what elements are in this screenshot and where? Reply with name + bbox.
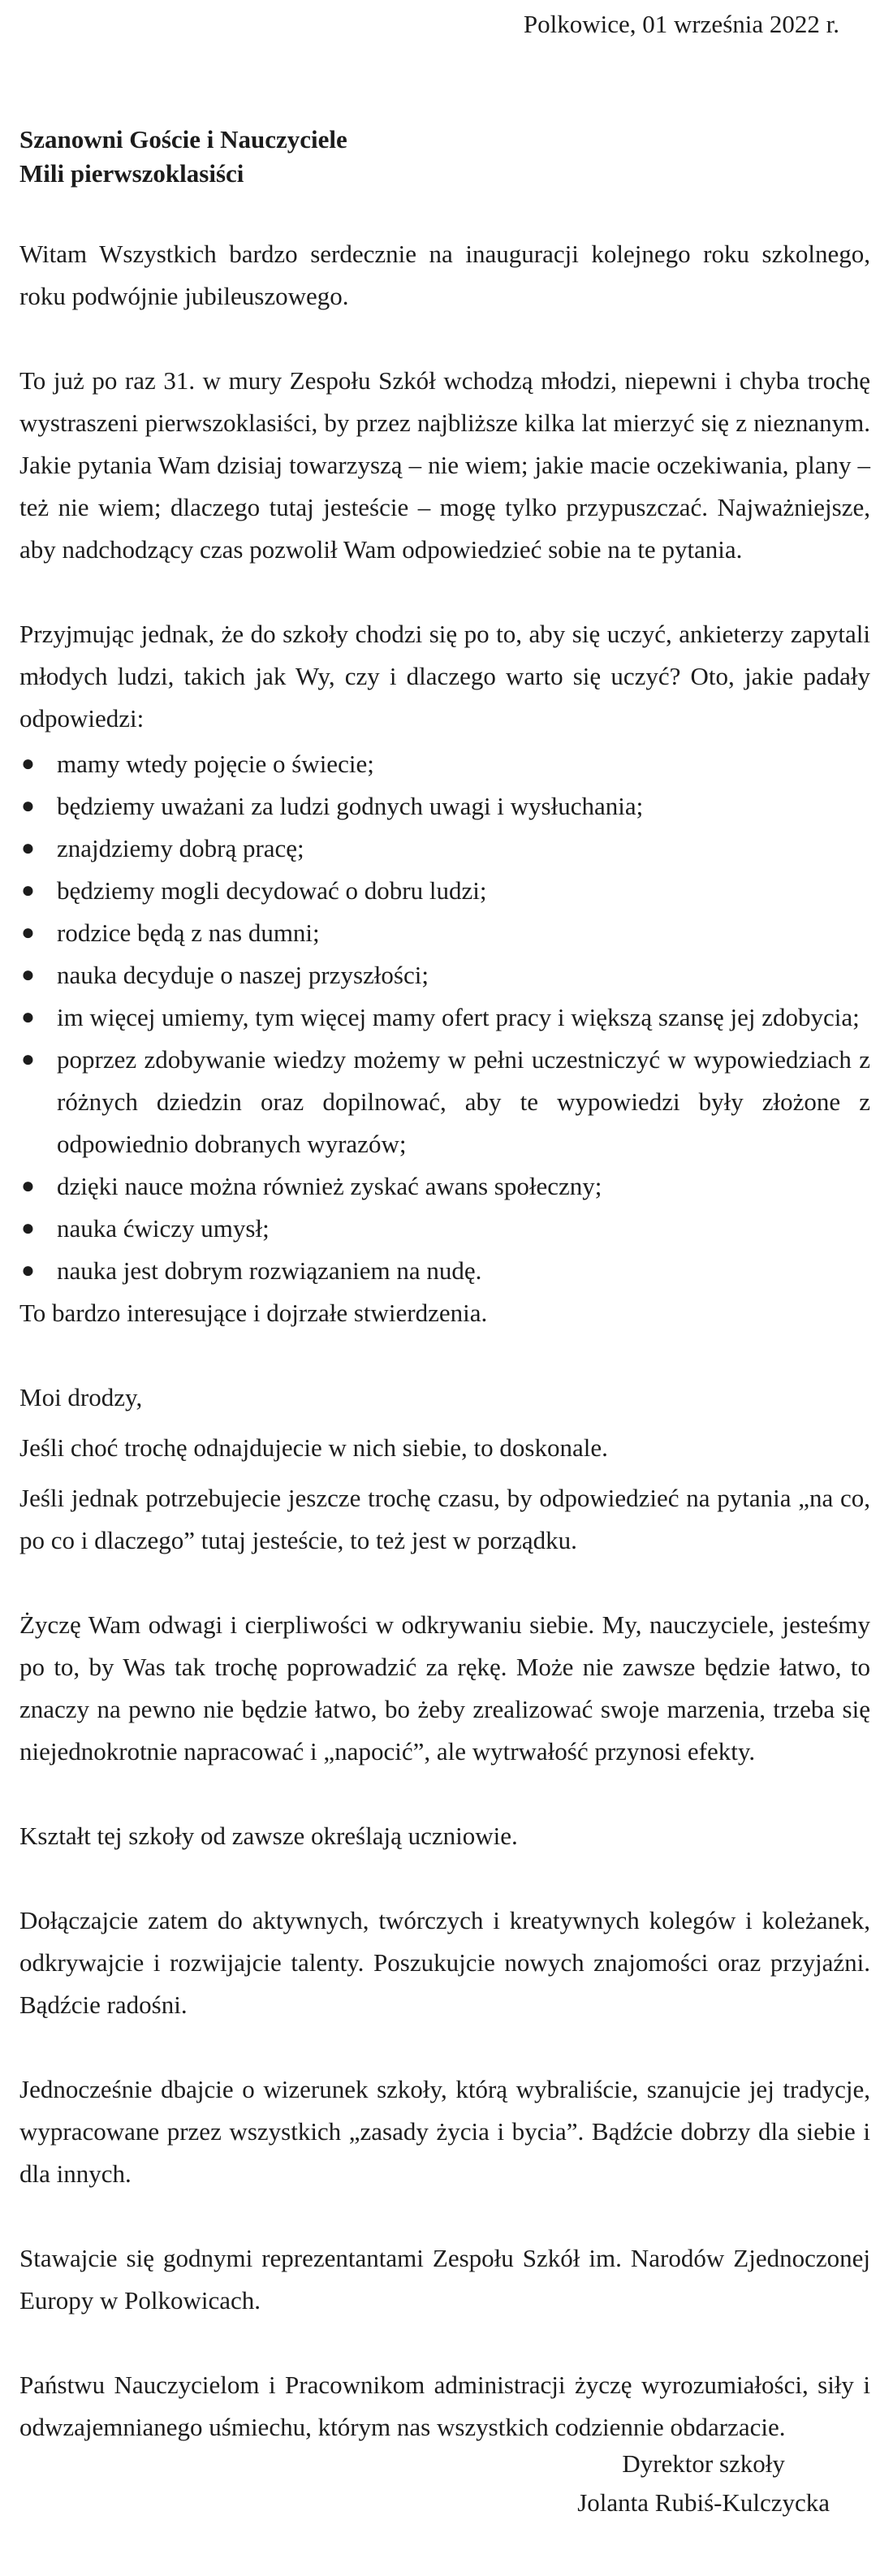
list-item-text: nauka ćwiczy umysł;: [57, 1214, 270, 1243]
bullet-icon: ●: [21, 1047, 35, 1072]
list-item-text: mamy wtedy pojęcie o świecie;: [57, 750, 374, 778]
list-item: [19, 1165, 870, 1208]
date-line: Polkowice, 01 września 2022 r.: [523, 10, 839, 38]
list-item: [19, 828, 870, 870]
salutation: [19, 123, 870, 191]
list-item-text: im więcej umiemy, tym więcej mamy ofert pracy i większą szansę jej zdobycia;: [57, 1003, 860, 1031]
list-item-text: rodzice będą z nas dumni;: [57, 918, 320, 947]
bullet-icon: ●: [21, 1258, 35, 1283]
bullet-icon: ●: [21, 793, 35, 819]
list-item-text: poprzez zdobywanie wiedzy możemy w pełni uczestniczyć w wypowiedziach z różnych dziedzin oraz dopilnować, aby te wypowiedzi były złożone z odpowiednio dobranych wyrazów;: [57, 1045, 870, 1158]
bullet-icon: ●: [21, 751, 35, 776]
signature-role: Dyrektor szkoły: [622, 2449, 785, 2478]
paragraph-staff-wishes: Państwu Nauczycielom i Pracownikom administracji życzę wyrozumiałości, siły i odwzajemnianego uśmiechu, którym nas wszystkich codziennie obdarzacie.: [19, 2371, 870, 2441]
list-item: [19, 912, 870, 954]
list-item-text: nauka jest dobrym rozwiązaniem na nudę.: [57, 1256, 482, 1285]
list-item-text: będziemy uważani za ludzi godnych uwagi i wysłuchania;: [57, 792, 644, 820]
salutation-line: Szanowni Goście i Nauczyciele: [19, 125, 347, 153]
list-item: [19, 1039, 870, 1165]
paragraph-need-time: Jeśli jednak potrzebujecie jeszcze trochę czasu, by odpowiedzieć na pytania „na co, po co i dlaczego” tutaj jesteście, to też jest w porządku.: [19, 1484, 870, 1554]
signature-name: Jolanta Rubiś-Kulczycka: [577, 2488, 830, 2517]
paragraph-representatives: Stawajcie się godnymi reprezentantami Zespołu Szkół im. Narodów Zjednoczonej Europy w Polkowicach.: [19, 2244, 870, 2315]
salutation-line: Mili pierwszoklasiści: [19, 159, 244, 188]
paragraph-after-list: To bardzo interesujące i dojrzałe stwierdzenia.: [19, 1299, 488, 1327]
bullet-icon: ●: [21, 1173, 35, 1199]
list-item-text: będziemy mogli decydować o dobru ludzi;: [57, 876, 487, 905]
list-item: [19, 870, 870, 912]
signature: [577, 2444, 830, 2522]
paragraph-wishes: Życzę Wam odwagi i cierpliwości w odkrywaniu siebie. My, nauczyciele, jesteśmy po to, by Was tak trochę poprowadzić za rękę. Może nie zawsze będzie łatwo, to znaczy na pewno nie będzie łatwo, bo żeby zrealizować swoje marzenia, trzeba się niejednokrotnie napracować i „napocić”, ale wytrwałość przynosi efekty.: [19, 1610, 870, 1766]
paragraph-welcome: Witam Wszystkich bardzo serdecznie na inauguracji kolejnego roku szkolnego, roku podwójnie jubileuszowego.: [19, 240, 870, 310]
list-item: [19, 954, 870, 996]
letter-page: [19, 0, 870, 2448]
bullet-icon: ●: [21, 1005, 35, 1030]
paragraph-first-graders: To już po raz 31. w mury Zespołu Szkół wchodzą młodzi, niepewni i chyba trochę wystraszeni pierwszoklasiści, by przez najbliższe kilka lat mierzyć się z nieznanym. Jakie pytania Wam dzisiaj towarzyszą – nie wiem; jakie macie oczekiwania, plany – też nie wiem; dlaczego tutaj jesteście – mogę tylko przypuszczać. Najważniejsze, aby nadchodzący czas pozwolił Wam odpowiedzieć sobie na te pytania.: [19, 366, 870, 564]
list-item: [19, 1250, 870, 1292]
paragraph-school-shape: Kształt tej szkoły od zawsze określają uczniowie.: [19, 1822, 518, 1850]
list-item: [19, 743, 870, 785]
paragraph-survey: Przyjmując jednak, że do szkoły chodzi się po to, aby się uczyć, ankieterzy zapytali młodych ludzi, takich jak Wy, czy i dlaczego warto się uczyć? Oto, jakie padały odpowiedzi:: [19, 620, 870, 733]
bullet-icon: ●: [21, 836, 35, 861]
bullet-icon: ●: [21, 962, 35, 988]
answers-list: [19, 743, 870, 1292]
list-item-text: nauka decyduje o naszej przyszłości;: [57, 961, 429, 989]
list-item-text: dzięki nauce można również zyskać awans społeczny;: [57, 1172, 602, 1200]
list-item: [19, 785, 870, 828]
paragraph-join: Dołączajcie zatem do aktywnych, twórczych i kreatywnych kolegów i koleżanek, odkrywajcie i rozwijajcie talenty. Poszukujcie nowych znajomości oraz przyjaźni. Bądźcie radośni.: [19, 1906, 870, 2019]
list-item: [19, 996, 870, 1039]
bullet-icon: ●: [21, 878, 35, 903]
paragraph-find-yourself: Jeśli choć trochę odnajdujecie w nich siebie, to doskonale.: [19, 1433, 608, 1462]
bullet-icon: ●: [21, 920, 35, 945]
address-line: Moi drodzy,: [19, 1383, 143, 1411]
list-item: [19, 1208, 870, 1250]
bullet-icon: ●: [21, 1216, 35, 1241]
list-item-text: znajdziemy dobrą pracę;: [57, 834, 304, 862]
paragraph-care-image: Jednocześnie dbajcie o wizerunek szkoły, którą wybraliście, szanujcie jej tradycje, wypracowane przez wszystkich „zasady życia i bycia”. Bądźcie dobrzy dla siebie i dla innych.: [19, 2075, 870, 2188]
